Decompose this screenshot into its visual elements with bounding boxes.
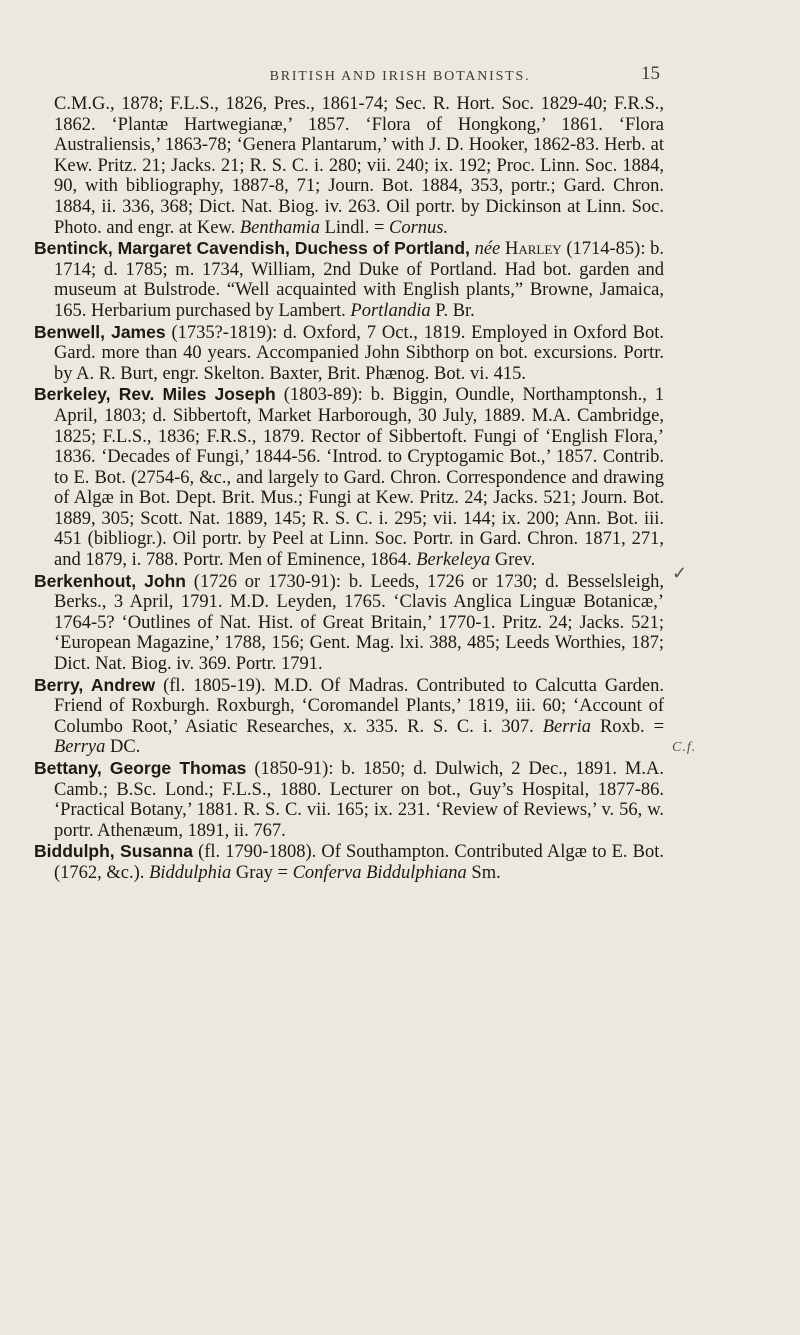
entry-text: (1726 or 1730-91): b. Leeds, 1726 or 1730; d. Besselsleigh, Berks., 3 April, 1791. M.D. Leyden, 1765. ‘Clavis Anglica Linguæ Botanicæ,’ 1764-5? ‘Outlines of Nat. Hist. of Great Britain,’ 1770-1. Pritz. 24; Jacks. 521; ‘European Magazine,’ 1788, 156; Gent. Mag. lxi. 388, 485; Leeds Worthies, 187; Dict. Nat. Biog. iv. 369. Portr. 1791. — [54, 571, 664, 675]
entry-berry — [34, 675, 664, 758]
entry-headword: Bentinck, Margaret Cavendish, Duchess of Portland, — [34, 238, 470, 259]
entry-biddulph — [34, 841, 664, 883]
entry-text: Lindl. = — [324, 217, 385, 238]
handwritten-check-mark: ✓ — [672, 563, 688, 583]
entry-text: (1735?-1819): d. Oxford, 7 Oct., 1819. Employed in Oxford Bot. Gard. more than 40 years. Accompanied John Sibthorp on bot. excursions. Portr. by A. R. Burt, engr. Skelton. Baxter, Brit. Phænog. Bot. vi. 415. — [54, 322, 664, 384]
genus-name: Portlandia — [350, 300, 431, 321]
genus-synonym: Berrya — [54, 737, 106, 758]
entry-text: Roxb. = — [599, 716, 665, 737]
entry-text: Grev. — [494, 550, 536, 571]
entry-headword: Bettany, George Thomas — [34, 758, 247, 778]
page-number: 15 — [641, 63, 660, 84]
entry-berkeley — [34, 384, 664, 570]
entry-text: DC. — [110, 737, 141, 758]
entry-headword: Berry, Andrew — [34, 674, 156, 695]
genus-name: Berria — [542, 716, 592, 737]
genus-name: Biddulphia — [149, 862, 232, 883]
entry-headword: Berkeley, Rev. Miles Joseph — [34, 384, 276, 405]
genus-synonym: Cornus. — [389, 217, 449, 238]
maiden-name: Harley — [504, 239, 562, 260]
entry-bentinck — [34, 238, 664, 321]
entry-text: (1803-89): b. Biggin, Oundle, Northamptonsh., 1 April, 1803; d. Sibbertoft, Market Harborough, 30 July, 1889. M.A. Cambridge, 1825; F.L.S., 1836; F.R.S., 1879. Rector of Sibbertoft. Fungi of ‘English Flora,’ 1836. ‘Decades of Fungi,’ 1844-56. ‘Introd. to Cryptogamic Bot.,’ 1857. Contrib. to E. Bot. (2754-6, &c., and largely to Gard. Chron. Correspondence and drawing of Algæ in Bot. Dept. Brit. Mus.; Fungi at Kew. Pritz. 24; Jacks. 521; Journ. Bot. 1889, 305; Scott. Nat. 1889, 145; R. S. C. i. 295; vii. 144; ix. 200; Ann. Bot. iii. 451 (bibliogr.). Oil portr. by Peel at Linn. Soc. Portr. in Gard. Chron. 1871, 271, and 1879, i. 788. Portr. Men of Eminence, 1864. — [54, 385, 665, 571]
genus-name: Benthamia — [239, 217, 320, 238]
entry-text: C.M.G., 1878; F.L.S., 1826, Pres., 1861-74; Sec. R. Hort. Soc. 1829-40; F.R.S., 1862. ‘Plantæ Hartwegianæ,’ 1857. ‘Flora of Hongkong,’ 1861. ‘Flora Australiensis,’ 1863-78; ‘Genera Plantarum,’ with J. D. Hooker, 1862-83. Herb. at Kew. Pritz. 21; Jacks. 21; R. S. C. i. 280; vii. 240; ix. 192; Proc. Linn. Soc. 1884, 90, with bibliography, 1887-8, 71; Journ. Bot. 1884, 353, portr.; Gard. Chron. 1884, ii. 336, 368; Dict. Nat. Biog. iv. 263. Oil portr. by Dickinson at Linn. Soc. Photo. and engr. at Kew. — [54, 94, 664, 238]
handwritten-margin-note: C.f. — [672, 740, 697, 755]
entry-berkenhout — [34, 571, 664, 675]
entry-text: (1714-85): b. 1714; d. 1785; m. 1734, William, 2nd Duke of Portland. Had bot. garden and museum at Bulstrode. “Well acquainted with English plants,” Browne, Jamaica, 165. Herbarium purchased by Lambert. — [54, 239, 665, 321]
entry-headword: Benwell, James — [34, 321, 166, 342]
running-head: BRITISH AND IRISH BOTANISTS. — [269, 69, 531, 84]
entry-text: Gray = — [235, 862, 288, 883]
body-text — [34, 94, 664, 884]
nee-label: née — [474, 239, 501, 260]
entry-headword: Biddulph, Susanna — [34, 841, 193, 862]
entry-text: (fl. 1790-1808). Of Southampton. Contributed Algæ to E. Bot. (1762, &c.). — [54, 842, 664, 883]
entry-bettany — [34, 758, 664, 841]
genus-name: Berkeleya — [416, 550, 491, 571]
entry-text: P. Br. — [435, 300, 475, 321]
entry-text: Sm. — [471, 862, 501, 883]
entry-text: (fl. 1805-19). M.D. Of Madras. Contributed to Calcutta Garden. Friend of Roxburgh. Roxburgh, ‘Coromandel Plants,’ 1819, iii. 60; ‘Account of Columbo Root,’ Asiatic Researches, x. 335. R. S. C. i. 307. — [54, 675, 664, 737]
entry-headword: Berkenhout, John — [34, 570, 186, 591]
entry-text: (1850-91): b. 1850; d. Dulwich, 2 Dec., 1891. M.A. Camb.; B.Sc. Lond.; F.L.S., 1880. Lecturer on bot., Guy’s Hospital, 1877-86. ‘Practical Botany,’ 1881. R. S. C. vii. 165; ix. 231. ‘Review of Reviews,’ v. 56, w. portr. Athenæum, 1891, ii. 767. — [54, 759, 664, 841]
genus-synonym: Conferva Biddulphiana — [292, 862, 467, 883]
entry-benwell — [34, 322, 664, 385]
entry-bentham-continued — [34, 94, 664, 238]
